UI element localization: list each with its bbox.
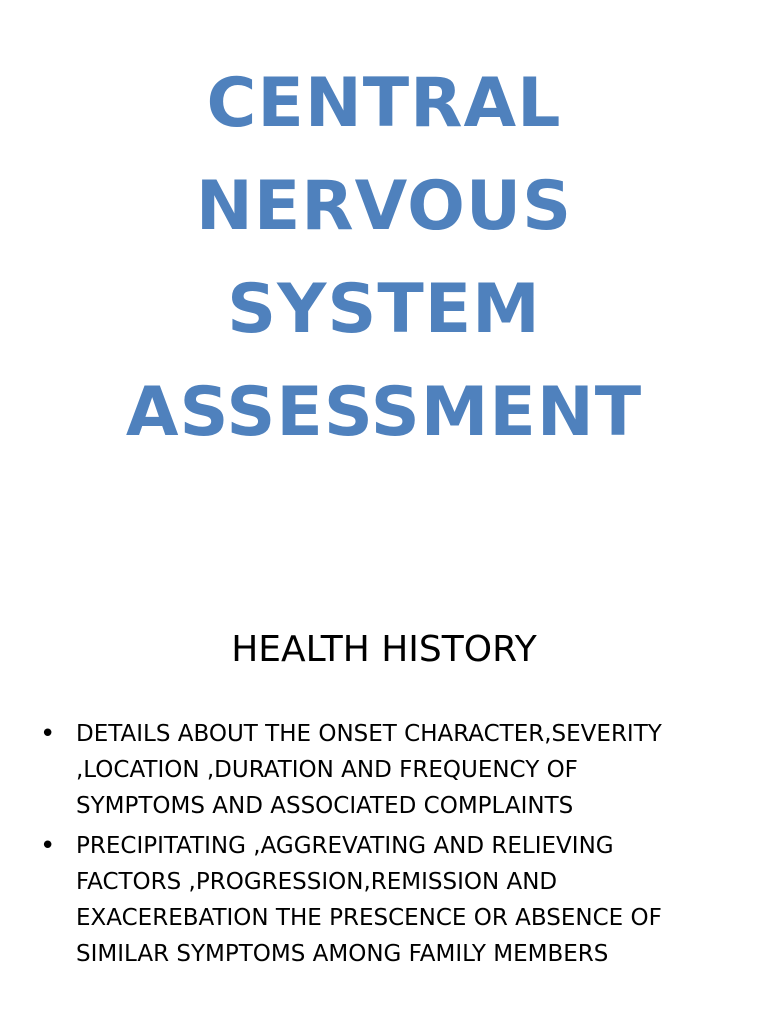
bullet-1-line-3: SYMPTOMS AND ASSOCIATED COMPLAINTS <box>76 793 574 819</box>
title-line-1: CENTRAL <box>206 64 562 143</box>
bullet-2-line-4: SIMILAR SYMPTOMS AMONG FAMILY MEMBERS <box>76 941 609 967</box>
bullet-1-line-1: DETAILS ABOUT THE ONSET CHARACTER,SEVERITY <box>76 721 662 747</box>
bullet-1-line-2: ,LOCATION ,DURATION AND FREQUENCY OF <box>76 757 578 783</box>
title-line-4: ASSESSMENT <box>125 373 643 452</box>
title-line-3: SYSTEM <box>227 270 541 349</box>
bullet-list <box>40 716 730 976</box>
bullet-icon: • <box>40 831 56 861</box>
bullet-item-1 <box>40 716 730 824</box>
slide-title <box>0 52 768 464</box>
title-line-2: NERVOUS <box>195 167 573 246</box>
bullet-2-line-3: EXACEREBATION THE PRESCENCE OR ABSENCE OF <box>76 905 662 931</box>
bullet-item-2 <box>40 828 730 972</box>
bullet-2-line-2: FACTORS ,PROGRESSION,REMISSION AND <box>76 869 558 895</box>
bullet-icon: • <box>40 719 56 749</box>
bullet-2-line-1: PRECIPITATING ,AGGREVATING AND RELIEVING <box>76 833 614 859</box>
section-heading: HEALTH HISTORY <box>231 629 537 670</box>
